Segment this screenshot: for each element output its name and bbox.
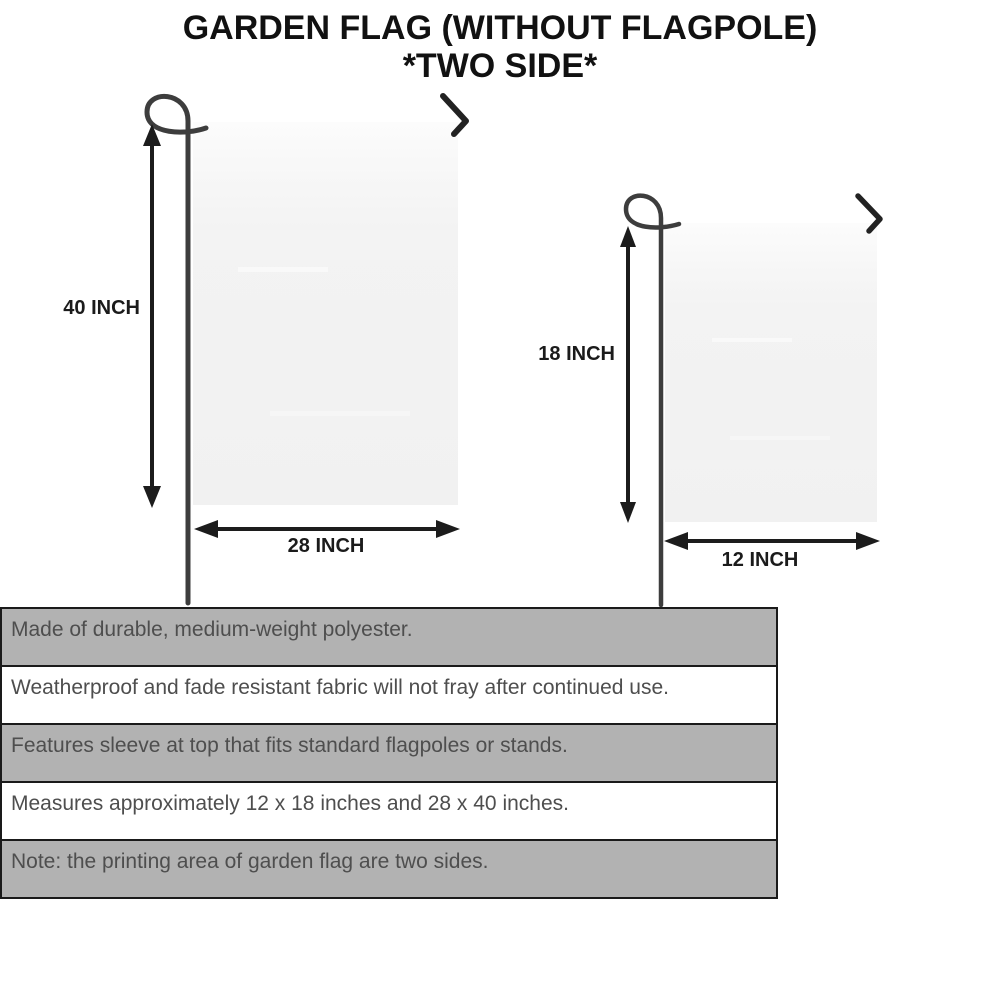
title-line-1: GARDEN FLAG (WITHOUT FLAGPOLE) bbox=[182, 9, 818, 47]
feature-text: Weatherproof and fade resistant fabric will not fray after continued use. bbox=[11, 676, 669, 699]
small-flag-panel bbox=[665, 223, 877, 522]
large-flag-height-label: 40 INCH bbox=[63, 297, 140, 319]
large-flag-crease bbox=[238, 267, 328, 272]
small-flag-height-arrow bbox=[620, 226, 636, 523]
small-flag-crease bbox=[712, 338, 792, 342]
large-flag-width-label: 28 INCH bbox=[287, 535, 365, 557]
feature-text: Made of durable, medium-weight polyester. bbox=[11, 618, 413, 641]
small-flag-width-arrow bbox=[664, 532, 880, 550]
feature-text: Features sleeve at top that fits standard flagpoles or stands. bbox=[11, 734, 568, 757]
feature-text: Measures approximately 12 x 18 inches and 28 x 40 inches. bbox=[11, 792, 569, 815]
feature-row bbox=[2, 783, 776, 841]
feature-text: Note: the printing area of garden flag are two sides. bbox=[11, 850, 489, 873]
feature-row bbox=[2, 841, 776, 897]
large-flag-panel bbox=[193, 122, 458, 505]
large-flag-crease bbox=[270, 411, 410, 416]
small-flag-width-label: 12 INCH bbox=[721, 549, 799, 571]
feature-row bbox=[2, 725, 776, 783]
title-line-2: *TWO SIDE* bbox=[402, 47, 598, 85]
feature-table bbox=[0, 607, 778, 899]
small-flag-height-label: 18 INCH bbox=[538, 343, 615, 365]
feature-row bbox=[2, 609, 776, 667]
large-flag-height-arrow bbox=[143, 124, 161, 508]
feature-row bbox=[2, 667, 776, 725]
small-flag-crease bbox=[730, 436, 830, 440]
